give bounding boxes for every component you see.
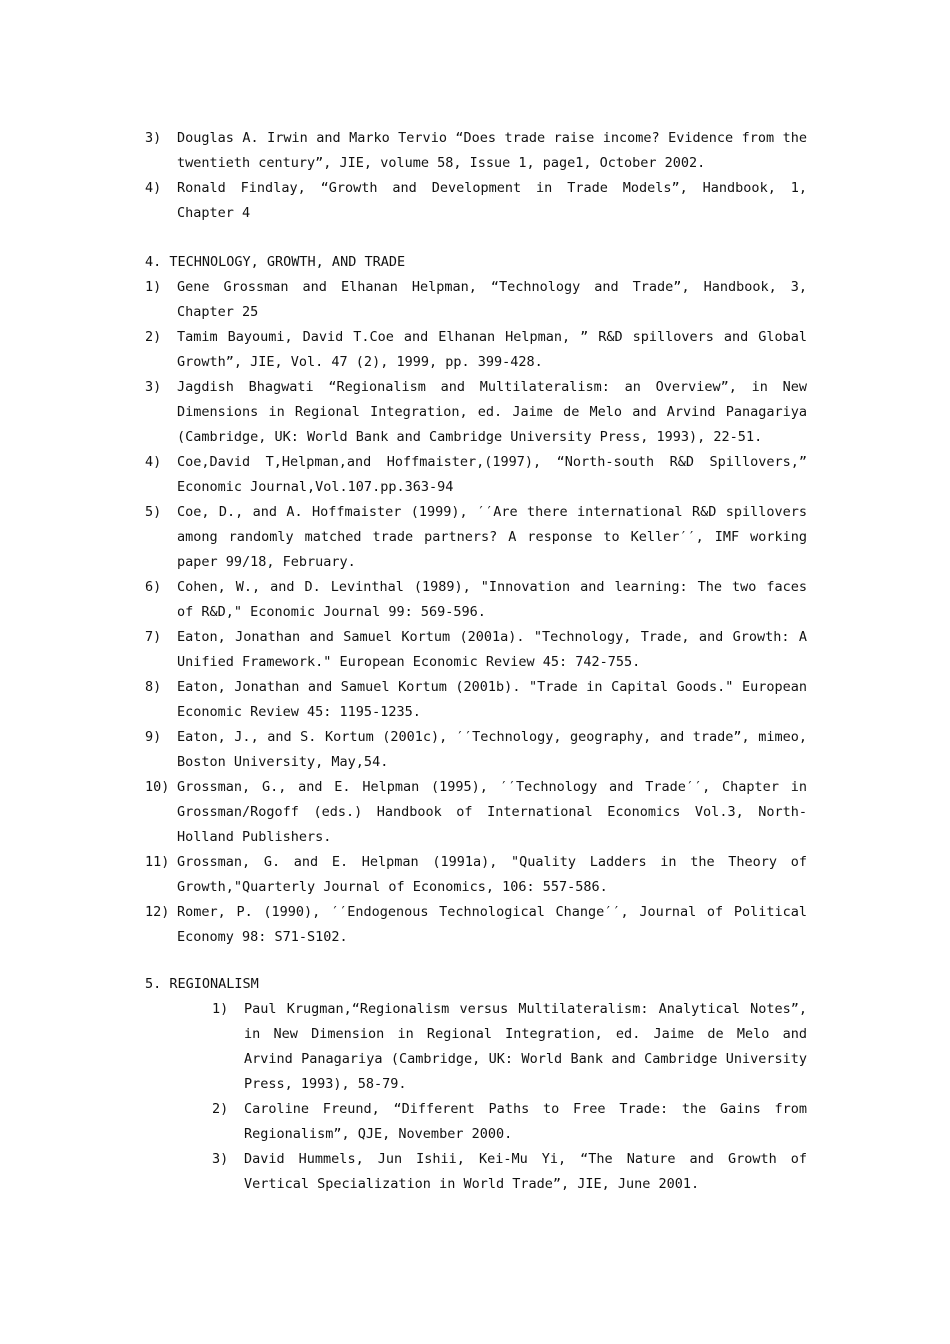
list-item xyxy=(212,1097,807,1147)
reference-number: 6) xyxy=(145,579,162,595)
list-item xyxy=(145,176,807,226)
reference-text: Eaton, J., and S. Kortum (2001c), ′′Technology, geography, and trade”, mimeo, Boston University, May,54. xyxy=(177,729,807,770)
list-item xyxy=(145,375,807,450)
list-item xyxy=(145,325,807,375)
reference-number: 8) xyxy=(145,679,162,695)
reference-number: 9) xyxy=(145,729,162,745)
reference-text: Tamim Bayoumi, David T.Coe and Elhanan Helpman, ” R&D spillovers and Global Growth”, JIE, Vol. 47 (2), 1999, pp. 399-428. xyxy=(177,329,807,370)
reference-text: David Hummels, Jun Ishii, Kei-Mu Yi, “The Nature and Growth of Vertical Specialization in World Trade”, JIE, June 2001. xyxy=(244,1151,807,1192)
section-heading: 4. TECHNOLOGY, GROWTH, AND TRADE xyxy=(145,254,406,270)
reference-text: Grossman, G. and E. Helpman (1991a), "Quality Ladders in the Theory of Growth,"Quarterly Journal of Economics, 106: 557-586. xyxy=(177,854,807,895)
reference-text: Grossman, G., and E. Helpman (1995), ′′Technology and Trade′′, Chapter in Grossman/Rogoff (eds.) Handbook of International Economics Vol.3, North-Holland Publishers. xyxy=(177,779,807,845)
list-item xyxy=(145,275,807,325)
reference-number: 5) xyxy=(145,504,162,520)
reference-text: Caroline Freund, “Different Paths to Free Trade: the Gains from Regionalism”, QJE, November 2000. xyxy=(244,1101,807,1142)
reference-number: 4) xyxy=(145,180,162,196)
reference-text: Jagdish Bhagwati “Regionalism and Multilateralism: an Overview”, in New Dimensions in Regional Integration, ed. Jaime de Melo and Arvind Panagariya (Cambridge, UK: World Bank and Cambridge University Press, 1993), 22-51. xyxy=(177,379,807,445)
list-item xyxy=(145,500,807,575)
list-item xyxy=(212,997,807,1097)
list-item xyxy=(212,1147,807,1197)
list-item xyxy=(145,575,807,625)
list-item xyxy=(145,625,807,675)
section-regionalism xyxy=(145,972,807,997)
reference-text: Douglas A. Irwin and Marko Tervio “Does trade raise income? Evidence from the twentieth century”, JIE, volume 58, Issue 1, page1, October 2002. xyxy=(177,130,807,171)
reference-number: 2) xyxy=(145,329,162,345)
list-item xyxy=(145,775,807,850)
list-item xyxy=(145,850,807,900)
section-heading: 5. REGIONALISM xyxy=(145,976,259,992)
list-item xyxy=(145,126,807,176)
reference-text: Coe, D., and A. Hoffmaister (1999), ′′Are there international R&D spillovers among randomly matched trade partners? A response to Keller′′, IMF working paper 99/18, February. xyxy=(177,504,807,570)
reference-text: Cohen, W., and D. Levinthal (1989), "Innovation and learning: The two faces of R&D," Economic Journal 99: 569-596. xyxy=(177,579,807,620)
list-item xyxy=(145,450,807,500)
list-item xyxy=(145,725,807,775)
list-item xyxy=(145,675,807,725)
reference-number: 1) xyxy=(145,279,162,295)
reference-number: 4) xyxy=(145,454,162,470)
list-item xyxy=(145,900,807,950)
reference-number: 1) xyxy=(212,1001,229,1017)
reference-list-continued xyxy=(145,126,807,226)
reference-number: 3) xyxy=(212,1151,229,1167)
reference-text: Coe,David T,Helpman,and Hoffmaister,(1997), “North-south R&D Spillovers,” Economic Journal,Vol.107.pp.363-94 xyxy=(177,454,807,495)
reference-list-regionalism xyxy=(212,997,807,1197)
reference-number: 11) xyxy=(145,854,170,870)
reference-text: Romer, P. (1990), ′′Endogenous Technological Change′′, Journal of Political Economy 98: S71-S102. xyxy=(177,904,807,945)
reference-text: Ronald Findlay, “Growth and Development in Trade Models”, Handbook, 1, Chapter 4 xyxy=(177,180,807,221)
reference-number: 3) xyxy=(145,130,162,146)
reference-number: 2) xyxy=(212,1101,229,1117)
reference-number: 12) xyxy=(145,904,170,920)
reference-text: Paul Krugman,“Regionalism versus Multilateralism: Analytical Notes”, in New Dimension in Regional Integration, ed. Jaime de Melo and Arvind Panagariya (Cambridge, UK: World Bank and Cambridge University Press, 1993), 58-79. xyxy=(244,1001,807,1092)
reference-number: 10) xyxy=(145,779,170,795)
section-technology-growth-trade xyxy=(145,250,807,950)
reference-number: 3) xyxy=(145,379,162,395)
reference-text: Eaton, Jonathan and Samuel Kortum (2001a). "Technology, Trade, and Growth: A Unified Framework." European Economic Review 45: 742-755. xyxy=(177,629,807,670)
reference-text: Gene Grossman and Elhanan Helpman, “Technology and Trade”, Handbook, 3, Chapter 25 xyxy=(177,279,807,320)
reference-number: 7) xyxy=(145,629,162,645)
reference-text: Eaton, Jonathan and Samuel Kortum (2001b). "Trade in Capital Goods." European Economic Review 45: 1195-1235. xyxy=(177,679,807,720)
